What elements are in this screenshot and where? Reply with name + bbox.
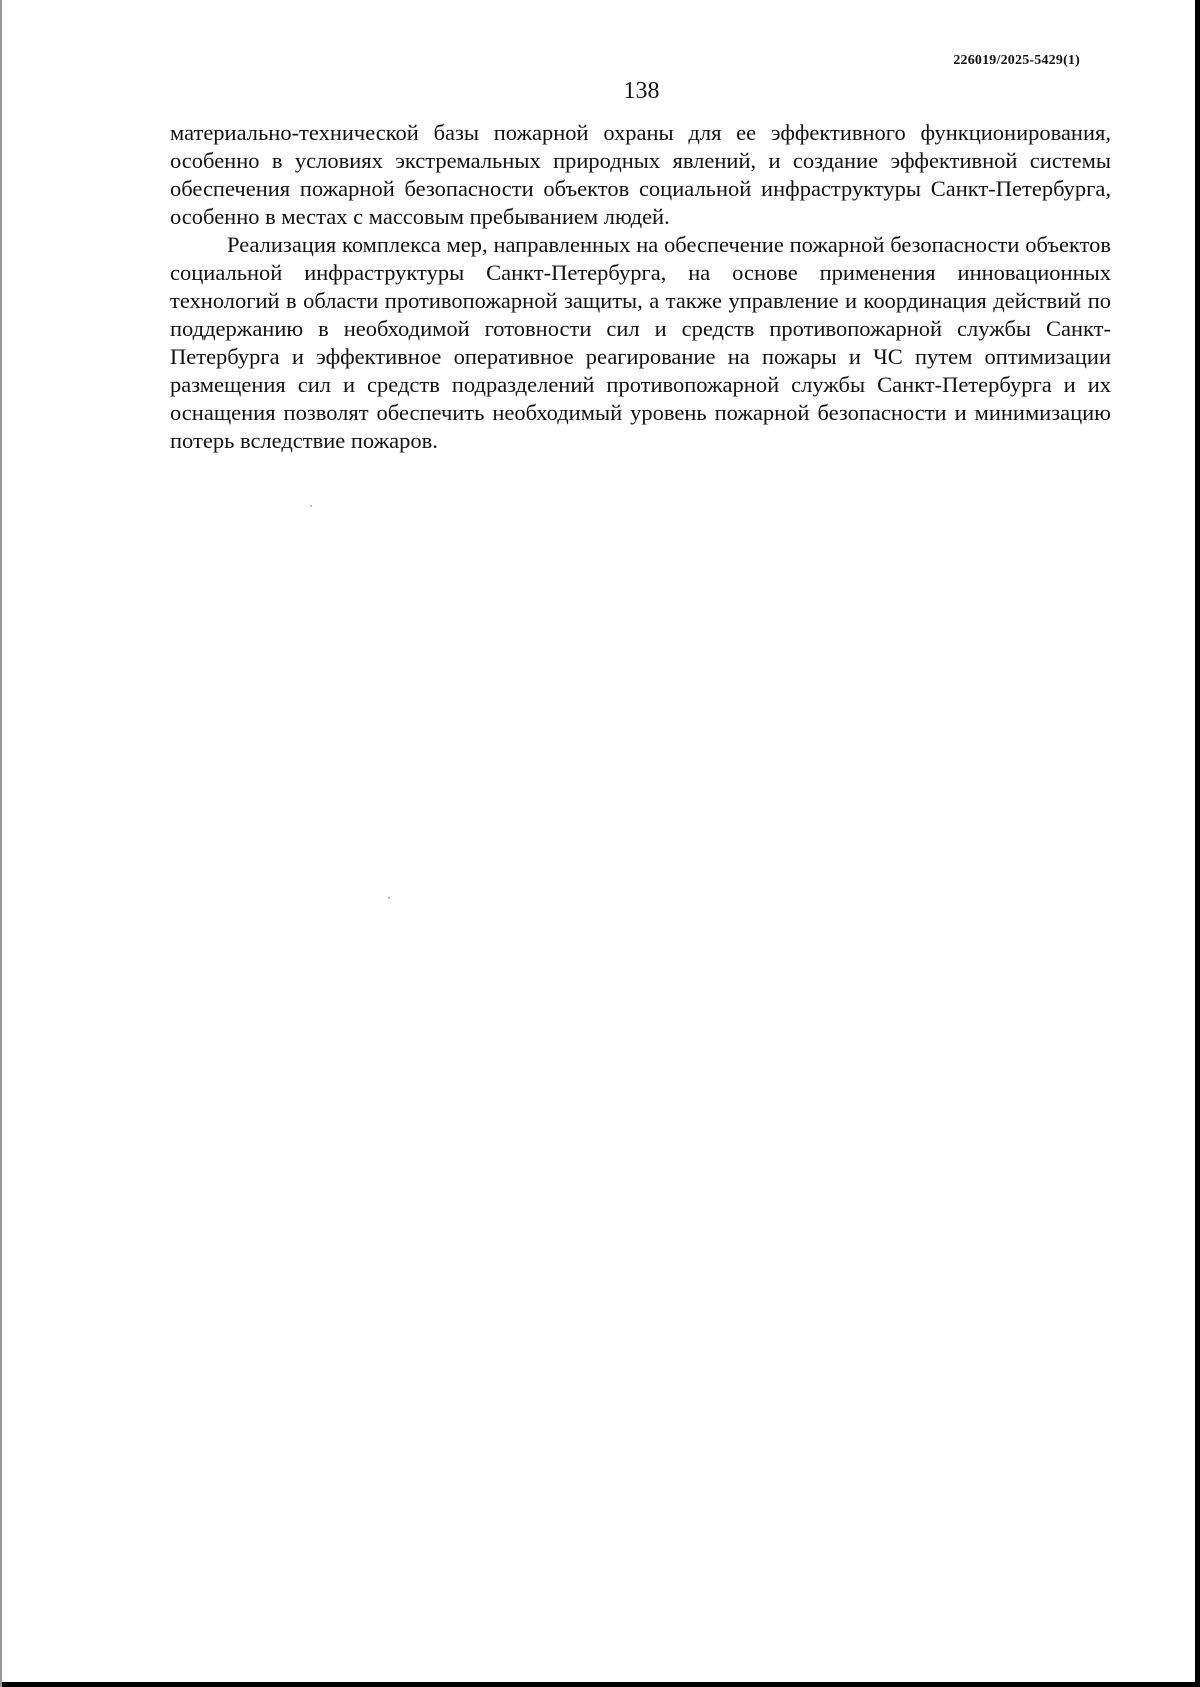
document-registration-number: 226019/2025-5429(1) [953,53,1080,68]
paragraph-continuation: материально-технической базы пожарной охраны для ее эффективного функционирования, особенно в условиях экстремальных природных явлений, и создание эффективной системы обеспечения пожарной безопасности объектов социальной инфраструктуры Санкт-Петербурга, особенно в местах с массовым пребыванием людей. [170,120,1111,229]
scan-speck [388,897,390,899]
scan-edge [0,0,2,1687]
page-number: 138 [623,78,660,104]
document-body [170,119,1111,455]
scan-speck [310,505,312,507]
paragraph: Реализация комплекса мер, направленных на обеспечение пожарной безопасности объектов социальной инфраструктуры Санкт-Петербурга, на основе применения инновационных технологий в области противопожарной защиты, а также управление и координация действий по поддержанию в необходимой готовности сил и средств противопожарной службы Санкт-Петербурга и эффективное оперативное реагирование на пожары и ЧС путем оптимизации размещения сил и средств подразделений противопожарной службы Санкт-Петербурга и их оснащения позволят обеспечить необходимый уровень пожарной безопасности и минимизацию потерь вследствие пожаров. [170,232,1111,453]
